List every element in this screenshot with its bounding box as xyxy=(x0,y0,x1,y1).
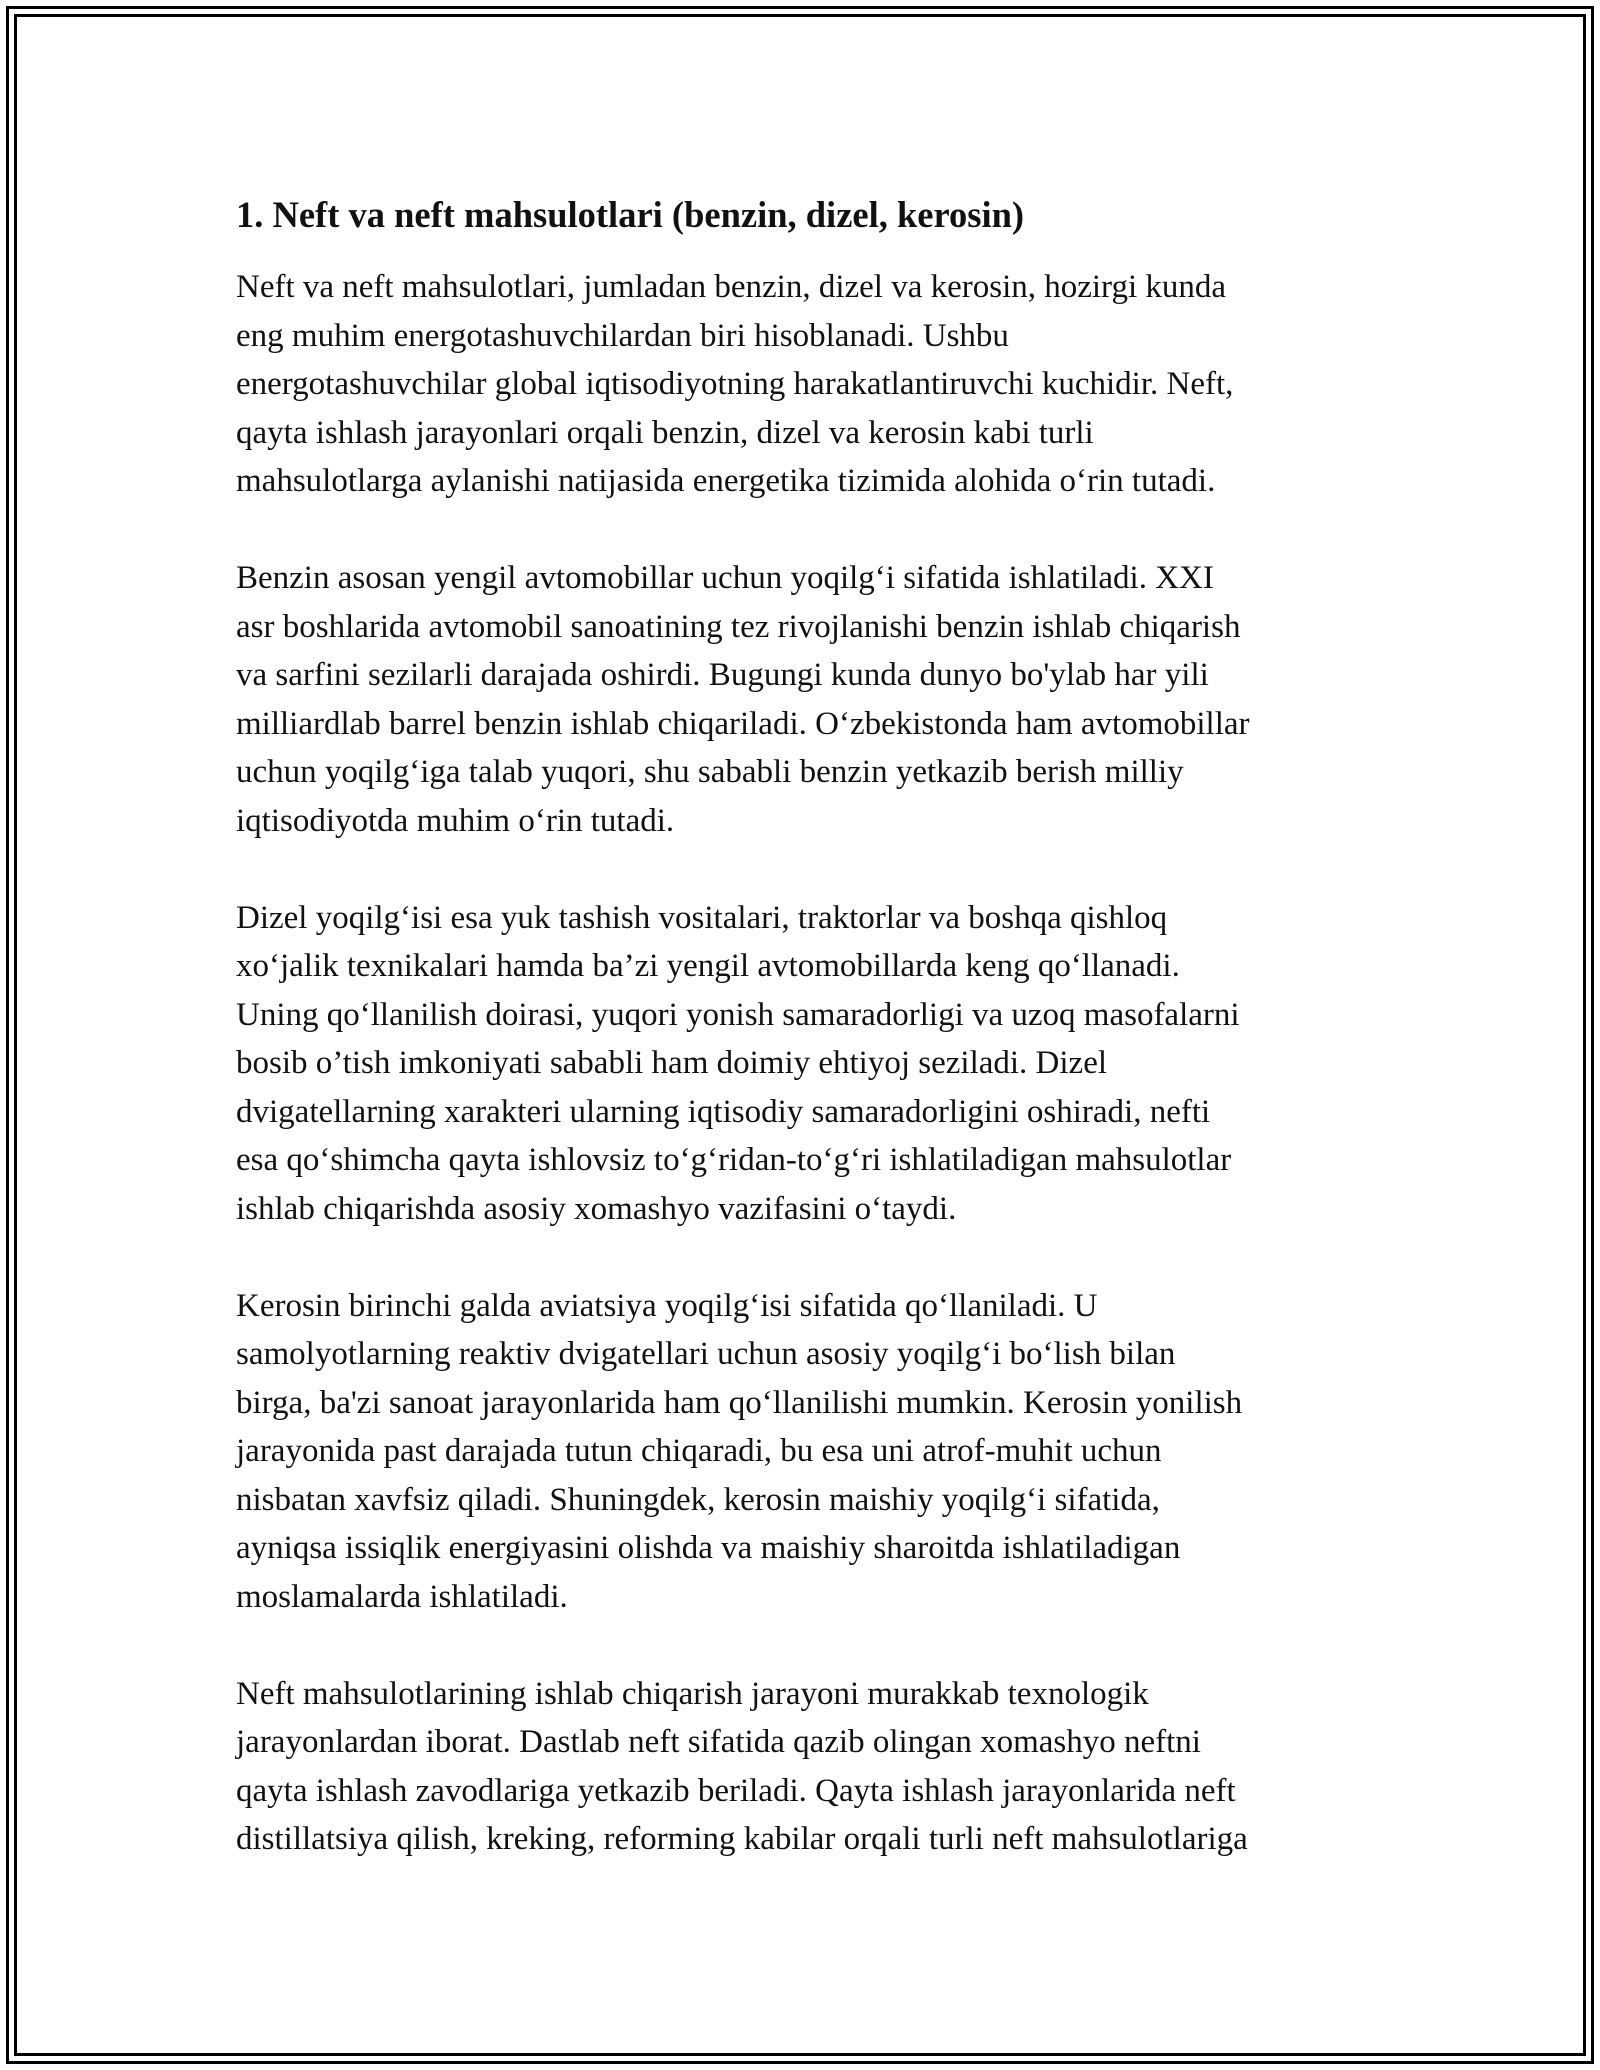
paragraph-dizel xyxy=(236,894,1366,1234)
text-line: esa qo‘shimcha qayta ishlovsiz to‘g‘ridan-to‘g‘ri ishlatiladigan mahsulotlar xyxy=(236,1142,1232,1178)
text-line: birga, ba'zi sanoat jarayonlarida ham qo‘llanilishi mumkin. Kerosin yonilish xyxy=(236,1384,1243,1421)
section-heading: 1. Neft va neft mahsulotlari (benzin, dizel, kerosin) xyxy=(236,194,1025,235)
text-line: jarayonida past darajada tutun chiqaradi, bu esa uni atrof-muhit uchun xyxy=(236,1433,1162,1469)
text-line: Dizel yoqilg‘isi esa yuk tashish vositalari, traktorlar va boshqa qishloq xyxy=(236,899,1168,936)
text-line: milliardlab barrel benzin ishlab chiqariladi. O‘zbekistonda ham avtomobillar xyxy=(236,705,1250,742)
paragraph-intro xyxy=(236,263,1366,506)
text-line: jarayonlardan iborat. Dastlab neft sifatida qazib olingan xomashyo neftni xyxy=(236,1724,1201,1760)
text-line: xo‘jalik texnikalari hamda ba’zi yengil avtomobillarda keng qo‘llanadi. xyxy=(236,948,1180,984)
document-body xyxy=(236,190,1366,1912)
text-line: va sarfini sezilarli darajada oshirdi. Bugungi kunda dunyo bo'ylab har yili xyxy=(236,657,1209,693)
text-line: qayta ishlash jarayonlari orqali benzin, dizel va kerosin kabi turli xyxy=(236,414,1094,451)
text-line: qayta ishlash zavodlariga yetkazib beriladi. Qayta ishlash jarayonlarida neft xyxy=(236,1772,1236,1809)
text-line: ishlab chiqarishda asosiy xomashyo vazifasini o‘taydi. xyxy=(236,1190,957,1227)
text-line: Neft mahsulotlarining ishlab chiqarish jarayoni murakkab texnologik xyxy=(236,1675,1149,1712)
text-line: bosib o’tish imkoniyati sababli ham doimiy ehtiyoj seziladi. Dizel xyxy=(236,1045,1108,1081)
text-line: nisbatan xavfsiz qiladi. Shuningdek, kerosin maishiy yoqilg‘i sifatida, xyxy=(236,1481,1160,1518)
text-line: Benzin asosan yengil avtomobillar uchun yoqilg‘i sifatida ishlatiladi. XXI xyxy=(236,560,1214,596)
text-line: energotashuvchilar global iqtisodiyotning harakatlantiruvchi kuchidir. Neft, xyxy=(236,366,1234,402)
paragraph-kerosin xyxy=(236,1282,1366,1622)
paragraph-benzin xyxy=(236,554,1366,845)
text-line: Uning qo‘llanilish doirasi, yuqori yonish samaradorligi va uzoq masofalarni xyxy=(236,996,1240,1033)
text-line: moslamalarda ishlatiladi. xyxy=(236,1578,568,1615)
text-line: mahsulotlarga aylanishi natijasida energetika tizimida alohida o‘rin tutadi. xyxy=(236,463,1216,499)
text-line: distillatsiya qilish, kreking, reforming kabilar orqali turli neft mahsulotlariga xyxy=(236,1821,1248,1857)
text-line: iqtisodiyotda muhim o‘rin tutadi. xyxy=(236,802,675,839)
text-line: eng muhim energotashuvchilardan biri hisoblanadi. Ushbu xyxy=(236,317,1009,354)
text-line: dvigatellarning xarakteri ularning iqtisodiy samaradorligini oshiradi, nefti xyxy=(236,1093,1211,1130)
text-line: Neft va neft mahsulotlari, jumladan benzin, dizel va kerosin, hozirgi kunda xyxy=(236,269,1227,305)
text-line: ayniqsa issiqlik energiyasini olishda va maishiy sharoitda ishlatiladigan xyxy=(236,1530,1181,1566)
paragraph-production xyxy=(236,1670,1366,1864)
text-line: Kerosin birinchi galda aviatsiya yoqilg‘isi sifatida qo‘llaniladi. U xyxy=(236,1287,1098,1324)
text-line: samolyotlarning reaktiv dvigatellari uchun asosiy yoqilg‘i bo‘lish bilan xyxy=(236,1336,1176,1372)
text-line: uchun yoqilg‘iga talab yuqori, shu sababli benzin yetkazib berish milliy xyxy=(236,754,1184,790)
text-line: asr boshlarida avtomobil sanoatining tez rivojlanishi benzin ishlab chiqarish xyxy=(236,608,1241,645)
